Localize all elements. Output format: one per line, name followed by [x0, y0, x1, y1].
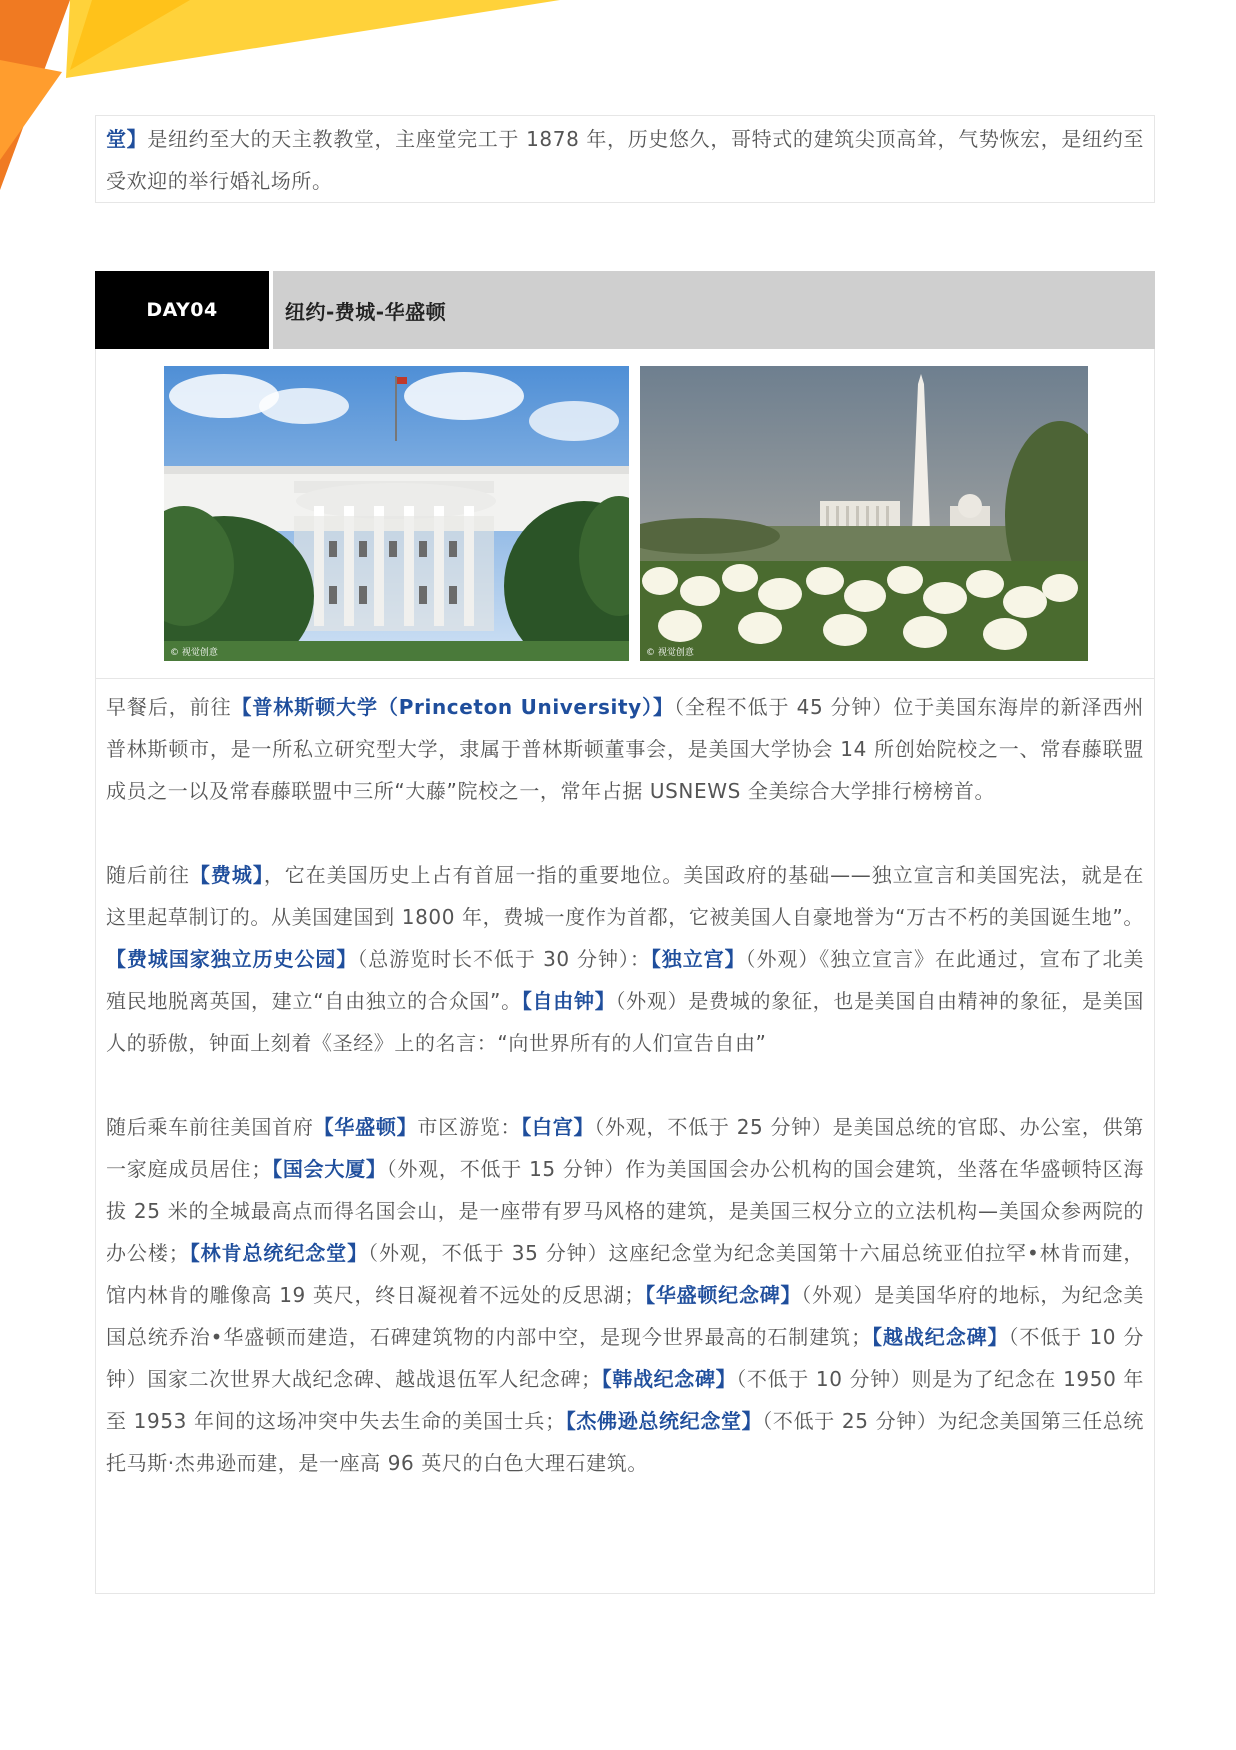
keyword-highlight: 【林肯总统纪念堂】: [189, 1241, 369, 1265]
keyword-highlight: 【越战纪念碑】: [871, 1325, 1009, 1349]
body-text: （总游览时长不低于 30 分钟）：: [357, 947, 651, 971]
keyword-highlight: 【国会大厦】: [271, 1157, 387, 1181]
photo-credit: © 视觉创意: [646, 648, 694, 658]
body-text: ，它在美国历史上占有首屈一指的重要地位。美国政府的基础——独立宣言和美国宪法，就是在这里起草制订的。从美国建国到 1800 年，费城一度作为首都，它被美国人自豪地誉为“万古不朽的美国诞生地”。: [106, 863, 1144, 929]
body-text: （全程不低于 45 分钟）位于美国东海岸的新泽西州普林斯顿市，是一所私立研究型大学，隶属于普林斯顿董事会，是美国大学协会 14 所创始院校之一、常春藤联盟成员之一以及常春藤联盟中三所“大藤”院校之一，常年占据 USNEWS 全美综合大学排行榜榜首。: [106, 695, 1144, 803]
keyword-highlight: 【华盛顿】: [313, 1115, 418, 1139]
keyword-highlight: 【费城国家独立历史公园】: [106, 947, 358, 971]
day-label: DAY04: [95, 271, 269, 349]
photos-box: [95, 349, 1155, 679]
washington-paragraph: [96, 1106, 1154, 1484]
keyword-highlight: 【普林斯顿大学（Princeton University）】: [231, 695, 674, 719]
body-text: （外观，不低于 25 分钟）是美国总统的官邸、办公室，供第一家庭成员居住；: [106, 1115, 1145, 1181]
body-text: （外观）《独立宣言》在此通过，宣布了北美殖民地脱离英国，建立“自由独立的合众国”。: [106, 947, 1145, 1013]
body-text: （外观，不低于 15 分钟）作为美国国会办公机构的国会建筑，坐落在华盛顿特区海拔 25 米的全城最高点而得名国会山，是一座带有罗马风格的建筑，是美国三权分立的立法机构—美国众参两院的办公楼；: [106, 1157, 1144, 1265]
intro-paragraph: [96, 116, 1154, 202]
keyword-highlight: 【韩战纪念碑】: [601, 1367, 737, 1391]
keyword-highlight: 【费城】: [189, 863, 264, 887]
keyword-highlight: 【杰佛逊总统纪念堂】: [565, 1409, 763, 1433]
day-title: 纽约-费城-华盛顿: [273, 271, 1155, 349]
body-text: 市区游览：: [417, 1115, 522, 1139]
body-text: 是纽约至大的天主教教堂，主座堂完工于 1878 年，历史悠久，哥特式的建筑尖顶高耸，气势恢宏，是纽约至受欢迎的举行婚礼场所。: [106, 127, 1144, 193]
body-text: 随后前往: [106, 863, 190, 887]
body-text: （外观）是费城的象征，也是美国自由精神的象征，是美国人的骄傲，钟面上刻着《圣经》上的名言：“向世界所有的人们宣告自由”: [106, 989, 1145, 1055]
keyword-highlight: 【华盛顿纪念碑】: [644, 1283, 802, 1307]
body-text: （不低于 10 分钟）则是为了纪念在 1950 年至 1953 年间的这场冲突中失去生命的美国士兵；: [106, 1367, 1145, 1433]
photo-credit: © 视觉创意: [170, 648, 218, 658]
intro-box: [95, 115, 1155, 203]
princeton-paragraph: [96, 686, 1154, 812]
body-text: 早餐后，前往: [106, 695, 232, 719]
body-text: （不低于 25 分钟）为纪念美国第三任总统托马斯·杰弗逊而建，是一座高 96 英尺的白色大理石建筑。: [106, 1409, 1145, 1475]
white-house-photo: [164, 366, 629, 661]
keyword-highlight: 【独立宫】: [650, 947, 746, 971]
body-text: （外观）是美国华府的地标，为纪念美国总统乔治•华盛顿而建造，石碑建筑物的内部中空，是现今世界最高的石制建筑；: [106, 1283, 1144, 1349]
philadelphia-paragraph: [96, 854, 1154, 1064]
day-header: [95, 271, 1155, 349]
body-text: 随后乘车前往美国首府: [106, 1115, 314, 1139]
keyword-highlight: 【白宫】: [521, 1115, 595, 1139]
itinerary-box: [95, 679, 1155, 1594]
keyword-highlight: 堂】: [106, 127, 148, 151]
keyword-highlight: 【自由钟】: [521, 989, 616, 1013]
body-text: （不低于 10 分钟）国家二次世界大战纪念碑、越战退伍军人纪念碑；: [106, 1325, 1144, 1391]
body-text: （外观，不低于 35 分钟）这座纪念堂为纪念美国第十六届总统亚伯拉罕•林肯而建，馆内林肯的雕像高 19 英尺，终日凝视着不远处的反思湖；: [106, 1241, 1144, 1307]
washington-monument-photo: [640, 366, 1088, 661]
